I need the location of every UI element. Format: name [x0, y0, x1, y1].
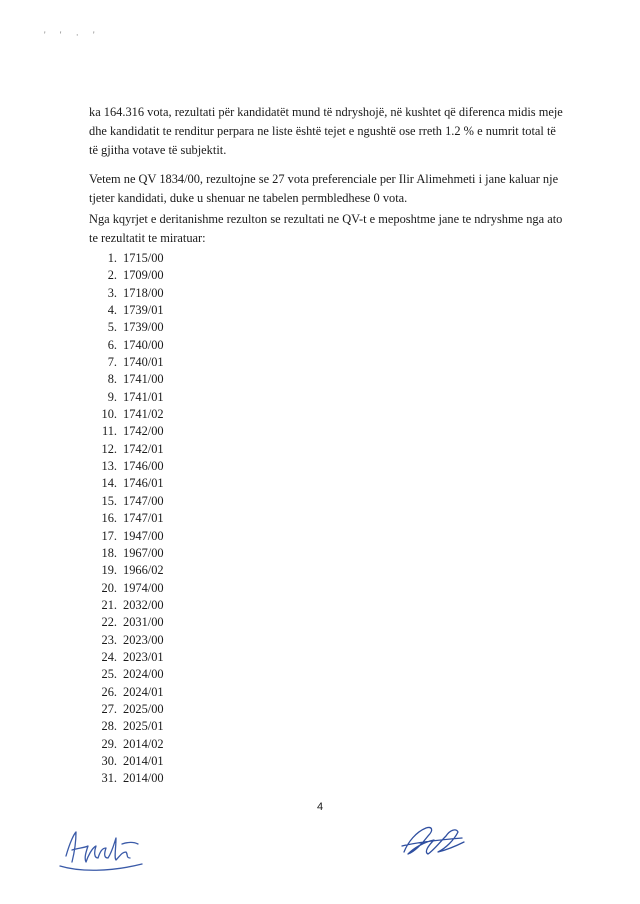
list-item: [89, 510, 164, 527]
list-item: [89, 458, 164, 475]
list-item-code: 2014/02: [123, 736, 164, 751]
list-item-code: 1715/00: [123, 251, 164, 265]
list-item: [89, 701, 164, 718]
list-item: [89, 718, 164, 735]
list-item-code: 1741/00: [123, 372, 164, 387]
list-item-number: 26.: [101, 684, 117, 699]
paragraph-qv-1834: Vetem ne QV 1834/00, rezultojne se 27 vota preferenciale per Ilir Alimehmeti i jane kaluar nje tjeter kandidati, duke u shenuar ne tabelen permbledhese 0 vota.: [89, 172, 559, 205]
polling-station-list: [89, 250, 164, 788]
list-item-code: 1739/00: [123, 320, 164, 335]
list-item: [89, 371, 164, 388]
list-item: [89, 493, 164, 510]
list-item: [89, 319, 164, 336]
page-number: 4: [316, 801, 324, 813]
list-item: [89, 406, 164, 423]
list-item-code: 2014/00: [123, 771, 164, 786]
list-item-code: 1747/01: [123, 511, 164, 526]
list-item-number: 28.: [101, 719, 117, 734]
paragraph-results-intro: Nga kqyrjet e deritanishme rezulton se rezultati ne QV-t e meposhtme jane te ndryshme nga ato te rezultatit te miratuar:: [89, 212, 563, 245]
list-item-code: 1718/00: [123, 285, 164, 300]
list-item-code: 1974/00: [123, 580, 164, 595]
list-item: [89, 475, 164, 492]
list-item-number: 5.: [107, 320, 117, 335]
list-item-code: 1746/01: [123, 476, 164, 491]
list-item-number: 17.: [101, 528, 117, 543]
list-item-number: 18.: [101, 545, 117, 560]
list-item-number: 14.: [101, 476, 117, 491]
list-item: [89, 736, 164, 753]
list-item-code: 1742/00: [123, 424, 164, 439]
list-item: [89, 389, 164, 406]
list-item-number: 29.: [101, 736, 117, 751]
list-item-code: 2025/01: [123, 719, 164, 734]
list-item: [89, 684, 164, 701]
list-item-code: 1740/01: [123, 355, 164, 370]
list-item-code: 2025/00: [123, 701, 164, 716]
list-item-code: 1741/01: [123, 389, 164, 404]
list-item-code: 2023/00: [123, 632, 164, 647]
list-item-number: 7.: [107, 355, 117, 370]
list-item: [89, 545, 164, 562]
scan-artifact: ' ' · ': [44, 30, 101, 40]
list-item: [89, 580, 164, 597]
list-item-code: 2014/01: [123, 753, 164, 768]
list-item-code: 1746/00: [123, 459, 164, 474]
list-item-number: 25.: [101, 667, 117, 682]
list-item-number: 22.: [101, 615, 117, 630]
list-item: [89, 770, 164, 787]
list-item-number: 6.: [107, 337, 117, 352]
list-item: [89, 562, 164, 579]
list-item-code: 1742/01: [123, 441, 164, 456]
list-item-code: 1709/00: [123, 268, 164, 283]
list-item: [89, 302, 164, 319]
list-item-number: 12.: [101, 441, 117, 456]
list-item-number: 21.: [101, 597, 117, 612]
list-item-number: 9.: [107, 389, 117, 404]
list-item-code: 2023/01: [123, 649, 164, 664]
list-item-number: 10.: [101, 407, 117, 422]
list-item-code: 1947/00: [123, 528, 164, 543]
list-item-code: 1741/02: [123, 407, 164, 422]
left-signature: [56, 822, 148, 874]
list-item: [89, 632, 164, 649]
list-item-number: 23.: [101, 632, 117, 647]
list-item-number: 8.: [107, 372, 117, 387]
paragraph-vote-difference: ka 164.316 vota, rezultati për kandidatët mund të ndryshojë, në kushtet që diferenca midis meje dhe kandidatit te renditur perpara ne liste është tejet e ngushtë ose rreth 1.2 % e numrit total të të gjitha votave të subjektit.: [89, 105, 563, 157]
list-item-number: 30.: [101, 753, 117, 768]
list-item: [89, 250, 164, 267]
list-item: [89, 354, 164, 371]
list-item-code: 2024/01: [123, 684, 164, 699]
list-item-code: 1967/00: [123, 545, 164, 560]
list-item-number: 1.: [107, 251, 117, 265]
list-item-code: 2024/00: [123, 667, 164, 682]
list-item: [89, 597, 164, 614]
list-item-number: 13.: [101, 459, 117, 474]
list-item: [89, 666, 164, 683]
list-item: [89, 285, 164, 302]
list-item-number: 3.: [107, 285, 117, 300]
list-item-number: 31.: [101, 771, 117, 786]
list-item-number: 19.: [101, 563, 117, 578]
list-item-number: 24.: [101, 649, 117, 664]
list-item: [89, 441, 164, 458]
list-item: [89, 753, 164, 770]
list-item: [89, 649, 164, 666]
list-item-number: 2.: [107, 268, 117, 283]
list-item-code: 2031/00: [123, 615, 164, 630]
list-item-code: 1739/01: [123, 303, 164, 318]
list-item-number: 20.: [101, 580, 117, 595]
list-item-number: 11.: [101, 424, 117, 439]
list-item: [89, 614, 164, 631]
list-item: [89, 423, 164, 440]
right-signature: [398, 818, 470, 862]
list-item-code: 1740/00: [123, 337, 164, 352]
list-item-code: 2032/00: [123, 597, 164, 612]
list-item-number: 27.: [101, 701, 117, 716]
list-item-number: 16.: [101, 511, 117, 526]
list-item: [89, 337, 164, 354]
list-item-code: 1747/00: [123, 493, 164, 508]
list-item-number: 15.: [101, 493, 117, 508]
list-item: [89, 267, 164, 284]
list-item: [89, 528, 164, 545]
list-item-number: 4.: [107, 303, 117, 318]
list-item-code: 1966/02: [123, 563, 164, 578]
